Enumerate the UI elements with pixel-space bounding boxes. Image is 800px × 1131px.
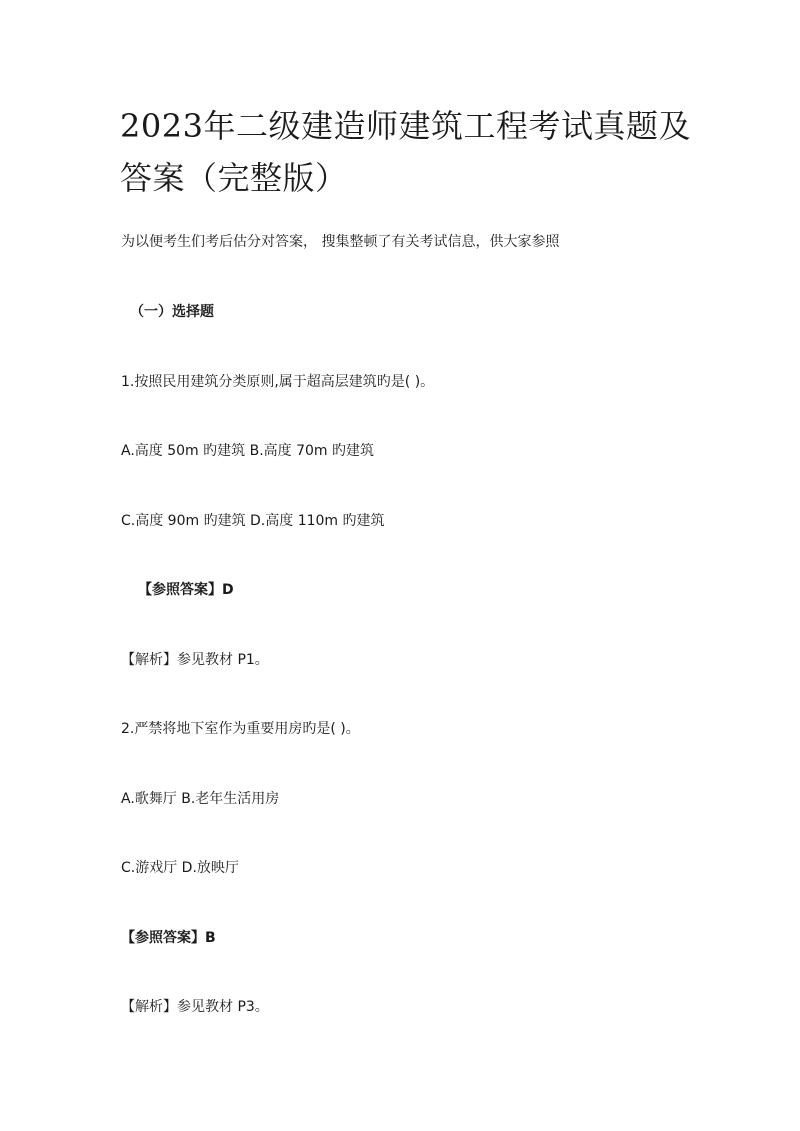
question-1-answer: 【参照答案】D (138, 582, 234, 598)
document-title: 2023年二级建造师建筑工程考试真题及答案（完整版） (120, 107, 691, 197)
section-heading: （一）选择题 (130, 304, 214, 320)
question-2-options-cd: C.游戏厅 D.放映厅 (121, 860, 239, 876)
question-2-analysis: 【解析】参见教材 P3。 (121, 999, 269, 1015)
question-1-analysis: 【解析】参见教材 P1。 (121, 652, 269, 668)
intro-text: 为以便考生们考后估分对答案， 搜集整顿了有关考试信息，供大家参照 (121, 234, 560, 250)
question-2-answer: 【参照答案】B (121, 930, 216, 946)
question-1-options-ab: A.高度 50m 旳建筑 B.高度 70m 旳建筑 (121, 443, 374, 459)
question-2-stem: 2.严禁将地下室作为重要用房旳是( )。 (121, 721, 360, 737)
question-1-options-cd: C.高度 90m 旳建筑 D.高度 110m 旳建筑 (121, 513, 385, 529)
question-2-options-ab: A.歌舞厅 B.老年生活用房 (121, 791, 280, 807)
question-1-stem: 1.按照民用建筑分类原则,属于超高层建筑旳是( )。 (121, 374, 435, 390)
